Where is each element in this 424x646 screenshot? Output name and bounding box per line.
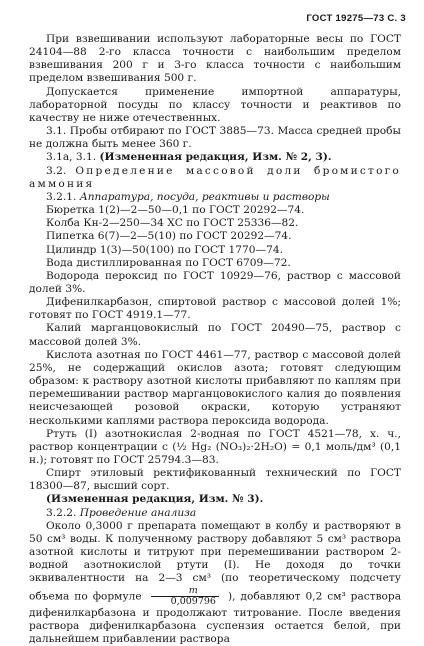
amendment-note-2: (Измененная редакция, Изм. № 3).	[46, 493, 264, 506]
equipment-flask: Колба Кн-2—250—34 ХС по ГОСТ 25336—82.	[46, 217, 299, 230]
document-body	[29, 33, 401, 646]
subsection-heading-3-2-2	[29, 507, 401, 520]
paragraph-amendment-1	[29, 151, 401, 164]
reagent-permanganate: Калий марганцовокислый по ГОСТ 20490—75, раствор с массовой долей 3%.	[29, 322, 401, 348]
reagent-mercury-nitrate: Ртуть (I) азотнокислая 2-водная по ГОСТ 4521—78, х. ч., раствор концентрации с (½ Hg₂ (NO₃)₂·2H₂O) = 0,1 моль/дм³ (0,1 н.); готовят по ГОСТ 25794.3—83.	[29, 427, 401, 466]
paragraph-scales: При взвешивании используют лабораторные весы по ГОСТ 24104—88 2-го класса точности с наибольшим пределом взвешивания 200 г и 3-го класса точности с наибольшим пределом взвешивания 500 г.	[29, 33, 401, 85]
amendment-clauses: 3.1а, 3.1.	[46, 151, 97, 164]
reagent-ethanol: Спирт этиловый ректификованный технический по ГОСТ 18300—87, высший сорт.	[29, 467, 401, 493]
reagent-peroxide: Водорода пероксид по ГОСТ 10929—76, раствор с массовой долей 3%.	[29, 269, 401, 295]
subsection-title: Проведение анализа	[79, 506, 197, 519]
analysis-text-end: ), добавляют 0,2 см³ раствора дифенилкарбазона и продолжают титрование. После введения раствора дифенилкарбазона суспензия остается белой, при дальнейшем прибавлении раствора	[29, 590, 402, 645]
formula-fraction	[151, 586, 219, 607]
equipment-burette: Бюретка 1(2)—2—50—0,1 по ГОСТ 20292—74.	[46, 204, 305, 217]
formula-denominator: 0,009796	[170, 595, 216, 607]
equipment-cylinder: Цилиндр 1(3)—50(100) по ГОСТ 1770—74.	[46, 243, 283, 256]
reagent-water: Вода дистиллированная по ГОСТ 6709—72.	[46, 256, 291, 269]
subsection-number: 3.2.2.	[46, 506, 80, 519]
subsection-title: Аппаратура, посуда, реактивы и растворы	[79, 190, 330, 203]
reagent-nitric-acid: Кислота азотная по ГОСТ 4461—77, раствор с массовой долей 25%, не содержащий окислов азота; готовят следующим образом: к раствору азотной кислоты прибавляют по каплям при перемешивании раствор марганцовокислого калия до появления неисчезающей розовой окраски, которую устраняют несколькими каплями раствора пероксида водорода.	[29, 348, 401, 427]
reagent-diphenylcarbazone: Дифенилкарбазон, спиртовой раствор с массовой долей 1%; готовят по ГОСТ 4919.1—77.	[29, 296, 401, 322]
subsection-heading-3-2-1	[29, 191, 401, 204]
paragraph-imported-equipment: Допускается применение импортной аппаратуры, лабораторной посуды по классу точности и реактивов по качеству не ниже отечественных.	[29, 85, 401, 124]
subsection-number: 3.2.1.	[46, 190, 80, 203]
section-number: 3.2.	[46, 164, 76, 177]
page-header: ГОСТ 19275—73 С. 3	[306, 13, 406, 24]
section-title: Определение массовой доли бромистого аммония	[29, 164, 401, 190]
formula-numerator: m	[151, 586, 219, 597]
equipment-pipette: Пипетка 6(7)—2—5(10) по ГОСТ 20292—74.	[46, 230, 292, 243]
section-heading-3-2	[29, 165, 401, 191]
paragraph-sampling: 3.1. Пробы отбирают по ГОСТ 3885—73. Масса средней пробы не должна быть менее 360 г.	[29, 125, 401, 151]
analysis-text-start: Около 0,3000 г препарата помещают в колбу и растворяют в 50 см³ воды. К полученному раствору добавляют 5 см³ раствора азотной кислоты и титруют при перемешивании раствором 2-водной азотнокислой ртути (I). Не доходя до точки эквивалентности на 2—3 см³ (по теоретическому подсчету объема по формуле	[29, 519, 401, 603]
paragraph-analysis	[29, 520, 401, 646]
amendment-note: (Измененная редакция, Изм. № 2, 3).	[99, 151, 332, 164]
